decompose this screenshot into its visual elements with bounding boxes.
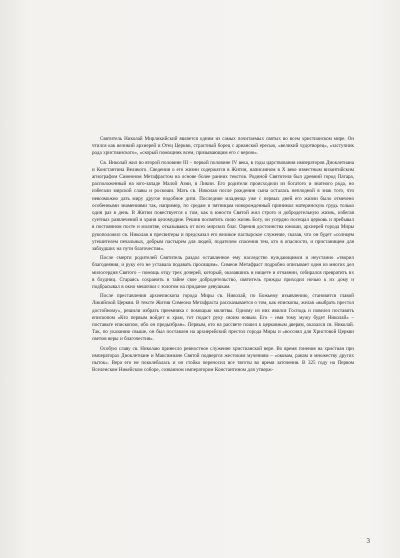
paragraph-life: Св. Николай жил во второй половине III – первой половине IV века, в годы царствования императоров Диоклетиана и Константина Великого. Сведения о его жизни содержатся в Житии, написанном в X веке известным византийским агиографом Симеоном Метафрастом на основе более ранних текстов. Родиной Святителя был древний город Патара, расположенный на юго-западе Малой Азии, в Ликии. Его родители происходили из богатого и знатного рода, но избегали мирской славы и роскоши. Мать св. Николая после рождения сына осталась неплодной в знак того, что невозможно дать миру другое подобное дитя. Последние младенца уже с первых дней его жизни было отмечено особенными знамениями так, например, по средам и пятницам новорожденный принимал материнскую грудь только один раз в день. В Житии повествуется о том, как в юности Святой жил строго и добродетельную жизнь, избегая суетных развлечений и храня целомудрие. Решив посвятить свою жизнь Богу, он усердно посещал церковь и пребывал в постоянном посте и молитве, отказываясь от всех мирских благ. Оценив достоинства юноши, архиерей города Миры рукоположил св. Николая в пресвитеры и предсказал его великое пастырское служение, сказав, что он будет «солнцем утешителем печальных, добрым пастырем для людей, подателем спасения тем, кто в опасности, и пристанищем для заблудших на пути благочестия». — [92, 159, 354, 253]
paragraph-election: После преставления архиепископа города Миры св. Николай, по Божьему изъявлению, становится главой Ликийской Церкви. В тексте Жития Симеона Метафраста рассказывается о том, как епископы, желая «выбрать престол достойному», решили избрать преемника с помощью молитвы. Одному из них явился Господь и повелел поставить епископом «Кто первым войдет в храм, тот подаст руку своим новым. Его – имя тому мужу будет Николай» – поставьте епископом, ибо он предызбран». Первым, кто на рассвете пошел к церковным дверям, оказался св. Николай. Так, по указанию свыше, он был поставлен на архиерейский престол города Миры и «воссиял для Христовой Церкви светом веры и благочестия». — [92, 293, 354, 343]
paragraph-intro: Святитель Николай Мирликийский является одним из самых почитаемых святых во всем христианском мире. Он чтился как великий архиерей и Отец Церкви, страстный борец с арианской ересью, «великий чудотворец», «заступник рода христианского», «скорый помощник всем, призывающим его с верою». — [92, 136, 354, 157]
paragraph-charity: После смерти родителей Святитель раздал оставленное ему наследство нуждающимся и неустанно «творил благодеяния, и руку его не уставала подавать просящим». Симеон Метафраст подробно описывает один из многих дел милосердия Святого – помощь отцу трех дочерей, который, оказавшись в нищете и отчаянии, собирался превратить их в блудниц. Стараясь сохранить в тайне свое добродетельство, святитель трижды приходил ночью к их дому и подбрасывал в окно мешочки с золотом на приданое девушкам. — [92, 255, 354, 291]
page-number: 3 — [366, 537, 370, 545]
paragraph-faith: Особую славу св. Николаю принесло ревностное служение христианской вере. Во время гонения на христиан при императорах Диоклетиане и Максимиане Святой подвергся жестоким мучениям – «оковам, ранам и множеству других пыток». Вера его не поколебалась и он стойко переносил все тяготы во время заточения. В 325 году на Первом Вселенском Никейском соборе, созванном императором Константином для утверж- — [92, 345, 354, 374]
document-body — [92, 136, 354, 532]
